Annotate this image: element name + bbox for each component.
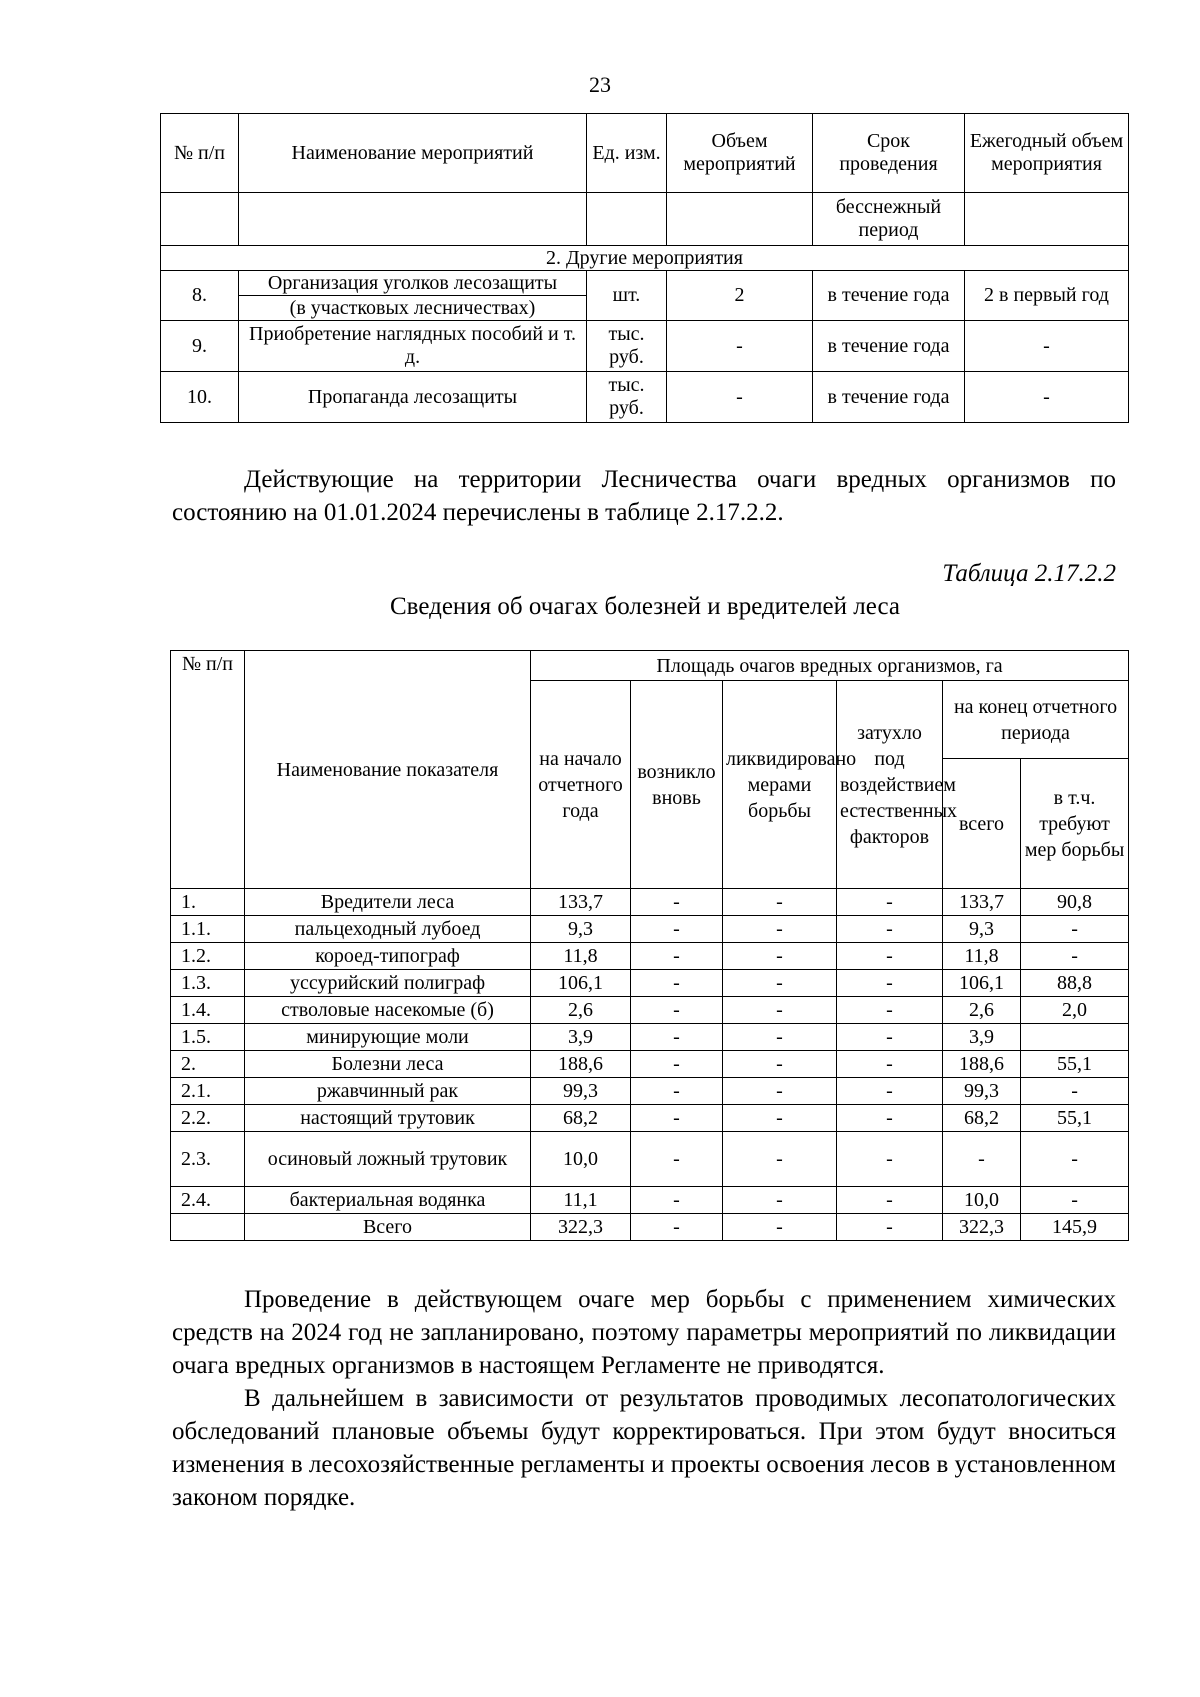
- end-need: 90,8: [1021, 889, 1129, 916]
- start-area: 106,1: [531, 970, 631, 997]
- new-area: -: [631, 970, 723, 997]
- end-total: 68,2: [943, 1105, 1021, 1132]
- end-total: 133,7: [943, 889, 1021, 916]
- header-cell: Ежегодный объем мероприятия: [965, 114, 1129, 193]
- table-row: [171, 997, 1129, 1024]
- start-area: 11,8: [531, 943, 631, 970]
- row-number: 2.4.: [171, 1187, 245, 1214]
- new-area: -: [631, 943, 723, 970]
- row-number: 2.2.: [171, 1105, 245, 1132]
- indicator-name: Всего: [245, 1214, 531, 1241]
- header-natural: затухло под воздействием естественных факторов: [837, 681, 943, 889]
- start-area: 10,0: [531, 1132, 631, 1187]
- table-row: [161, 372, 1129, 423]
- end-need: 2,0: [1021, 997, 1129, 1024]
- end-need: -: [1021, 943, 1129, 970]
- paragraph-body: [172, 1283, 1116, 1514]
- natural-area: -: [837, 1187, 943, 1214]
- liquidated-area: -: [723, 1105, 837, 1132]
- indicator-name: стволовые насекомые (б): [245, 997, 531, 1024]
- start-area: 9,3: [531, 916, 631, 943]
- table-row: [171, 1187, 1129, 1214]
- liquidated-area: -: [723, 1214, 837, 1241]
- header-liquidated: ликвидировано мерами борьбы: [723, 681, 837, 889]
- annual-cell: -: [965, 372, 1129, 423]
- natural-area: -: [837, 1051, 943, 1078]
- indicator-name: минирующие моли: [245, 1024, 531, 1051]
- row-number: 1.1.: [171, 916, 245, 943]
- end-total: 188,6: [943, 1051, 1021, 1078]
- indicator-name: Вредители леса: [245, 889, 531, 916]
- header-end: на конец отчетного периода: [943, 681, 1129, 759]
- table-row: [171, 1024, 1129, 1051]
- start-area: 133,7: [531, 889, 631, 916]
- volume-cell: -: [667, 372, 813, 423]
- section-title: 2. Другие мероприятия: [161, 246, 1129, 271]
- end-need: -: [1021, 916, 1129, 943]
- indicator-name: ржавчинный рак: [245, 1078, 531, 1105]
- table-row: [171, 1051, 1129, 1078]
- period-cell: бесснежный период: [813, 193, 965, 246]
- measure-name-cell: Приобретение наглядных пособий и т. д.: [239, 321, 587, 372]
- start-area: 99,3: [531, 1078, 631, 1105]
- paragraph-text: Проведение в действующем очаге мер борьбы с применением химических средств на 2024 год не запланировано, поэтому параметры мероприятий по ликвидации очага вредных организмов в настоящем Регламенте не приводятся.: [172, 1286, 1116, 1379]
- natural-area: -: [837, 1214, 943, 1241]
- row-number: 2.: [171, 1051, 245, 1078]
- indicator-name: пальцеходный лубоед: [245, 916, 531, 943]
- indicator-name: Болезни леса: [245, 1051, 531, 1078]
- natural-area: -: [837, 970, 943, 997]
- new-area: -: [631, 997, 723, 1024]
- natural-area: -: [837, 1105, 943, 1132]
- new-area: -: [631, 1024, 723, 1051]
- paragraph-intro: [172, 463, 1116, 529]
- indicator-name: короед-типограф: [245, 943, 531, 970]
- page-number: 23: [589, 72, 611, 97]
- end-total: 322,3: [943, 1214, 1021, 1241]
- start-area: 2,6: [531, 997, 631, 1024]
- natural-area: -: [837, 943, 943, 970]
- measure-name-line1: Организация уголков лесозащиты: [239, 271, 586, 296]
- unit-cell: тыс. руб.: [587, 372, 667, 423]
- table-row: [171, 1132, 1129, 1187]
- row-number: 9.: [161, 321, 239, 372]
- indicator-name: бактериальная водянка: [245, 1187, 531, 1214]
- row-number: 1.5.: [171, 1024, 245, 1051]
- end-total: 2,6: [943, 997, 1021, 1024]
- header-cell: Ед. изм.: [587, 114, 667, 193]
- pest-foci-table: [170, 650, 1129, 1241]
- indicator-name: настоящий трутовик: [245, 1105, 531, 1132]
- new-area: -: [631, 1214, 723, 1241]
- end-total: 106,1: [943, 970, 1021, 997]
- unit-cell: шт.: [587, 271, 667, 321]
- table-row: [171, 889, 1129, 916]
- section-row: [161, 246, 1129, 271]
- new-area: -: [631, 1132, 723, 1187]
- natural-area: -: [837, 997, 943, 1024]
- annual-cell: 2 в первый год: [965, 271, 1129, 321]
- end-total: 11,8: [943, 943, 1021, 970]
- table-row: [171, 916, 1129, 943]
- row-number: 2.3.: [171, 1132, 245, 1187]
- start-area: 11,1: [531, 1187, 631, 1214]
- row-number: 10.: [161, 372, 239, 423]
- new-area: -: [631, 1105, 723, 1132]
- measure-name-cell: [239, 271, 587, 321]
- table-row: [161, 321, 1129, 372]
- measure-name-cell: Пропаганда лесозащиты: [239, 372, 587, 423]
- start-area: 68,2: [531, 1105, 631, 1132]
- period-cell: в течение года: [813, 271, 965, 321]
- table-row: [171, 1105, 1129, 1132]
- liquidated-area: -: [723, 1078, 837, 1105]
- end-need: -: [1021, 1187, 1129, 1214]
- end-need: 55,1: [1021, 1105, 1129, 1132]
- measures-table: [160, 113, 1129, 423]
- annual-cell: -: [965, 321, 1129, 372]
- new-area: -: [631, 1187, 723, 1214]
- end-total: 99,3: [943, 1078, 1021, 1105]
- volume-cell: 2: [667, 271, 813, 321]
- liquidated-area: -: [723, 916, 837, 943]
- paragraph-text: В дальнейшем в зависимости от результатов проводимых лесопатологических обследований плановые объемы будут корректироваться. При этом будут вноситься изменения в лесохозяйственные регламенты и проекты освоения лесов в установленном законом порядке.: [172, 1385, 1116, 1511]
- start-area: 3,9: [531, 1024, 631, 1051]
- end-total: 10,0: [943, 1187, 1021, 1214]
- end-total: 9,3: [943, 916, 1021, 943]
- table-row: [171, 1078, 1129, 1105]
- header-num: № п/п: [171, 651, 245, 889]
- header-name: Наименование показателя: [245, 651, 531, 889]
- table-row: [171, 943, 1129, 970]
- natural-area: -: [837, 1024, 943, 1051]
- liquidated-area: -: [723, 1187, 837, 1214]
- header-start: на начало отчетного года: [531, 681, 631, 889]
- new-area: -: [631, 889, 723, 916]
- row-number: 1.3.: [171, 970, 245, 997]
- header-new: возникло вновь: [631, 681, 723, 889]
- end-need: -: [1021, 1078, 1129, 1105]
- new-area: -: [631, 916, 723, 943]
- unit-cell: тыс. руб.: [587, 321, 667, 372]
- header-cell: № п/п: [161, 114, 239, 193]
- table-row: [161, 271, 1129, 321]
- table-caption: Таблица 2.17.2.2: [942, 560, 1116, 587]
- end-total: -: [943, 1132, 1021, 1187]
- indicator-name: осиновый ложный трутовик: [245, 1132, 531, 1187]
- liquidated-area: -: [723, 943, 837, 970]
- natural-area: -: [837, 916, 943, 943]
- end-need: 88,8: [1021, 970, 1129, 997]
- measures-table-header: [161, 114, 1129, 193]
- natural-area: -: [837, 1078, 943, 1105]
- header-cell: Объем мероприятий: [667, 114, 813, 193]
- liquidated-area: -: [723, 970, 837, 997]
- measure-name-line2: (в участковых лесничествах): [289, 297, 536, 319]
- natural-area: -: [837, 889, 943, 916]
- new-area: -: [631, 1051, 723, 1078]
- header-need: в т.ч. требуют мер борьбы: [1021, 759, 1129, 889]
- liquidated-area: -: [723, 997, 837, 1024]
- period-cell: в течение года: [813, 372, 965, 423]
- header-area: Площадь очагов вредных организмов, га: [531, 651, 1129, 681]
- liquidated-area: -: [723, 1132, 837, 1187]
- header-total: всего: [943, 759, 1021, 889]
- start-area: 322,3: [531, 1214, 631, 1241]
- paragraph-text: Действующие на территории Лесничества очаги вредных организмов по состоянию на 01.01.2024 перечислены в таблице 2.17.2.2.: [172, 466, 1116, 526]
- end-need: [1021, 1024, 1129, 1051]
- new-area: -: [631, 1078, 723, 1105]
- table-title: Сведения об очагах болезней и вредителей леса: [390, 593, 900, 620]
- period-cell: в течение года: [813, 321, 965, 372]
- table-row: [171, 1214, 1129, 1241]
- start-area: 188,6: [531, 1051, 631, 1078]
- end-need: -: [1021, 1132, 1129, 1187]
- row-number: [171, 1214, 245, 1241]
- pest-table-header: [171, 651, 1129, 681]
- end-need: 145,9: [1021, 1214, 1129, 1241]
- end-total: 3,9: [943, 1024, 1021, 1051]
- liquidated-area: -: [723, 889, 837, 916]
- table-row: [161, 193, 1129, 246]
- natural-area: -: [837, 1132, 943, 1187]
- end-need: 55,1: [1021, 1051, 1129, 1078]
- liquidated-area: -: [723, 1051, 837, 1078]
- header-cell: Срок проведения: [813, 114, 965, 193]
- header-cell: Наименование мероприятий: [239, 114, 587, 193]
- row-number: 1.: [171, 889, 245, 916]
- volume-cell: -: [667, 321, 813, 372]
- row-number: 1.2.: [171, 943, 245, 970]
- indicator-name: уссурийский полиграф: [245, 970, 531, 997]
- liquidated-area: -: [723, 1024, 837, 1051]
- row-number: 2.1.: [171, 1078, 245, 1105]
- table-row: [171, 970, 1129, 997]
- row-number: 1.4.: [171, 997, 245, 1024]
- row-number: 8.: [161, 271, 239, 321]
